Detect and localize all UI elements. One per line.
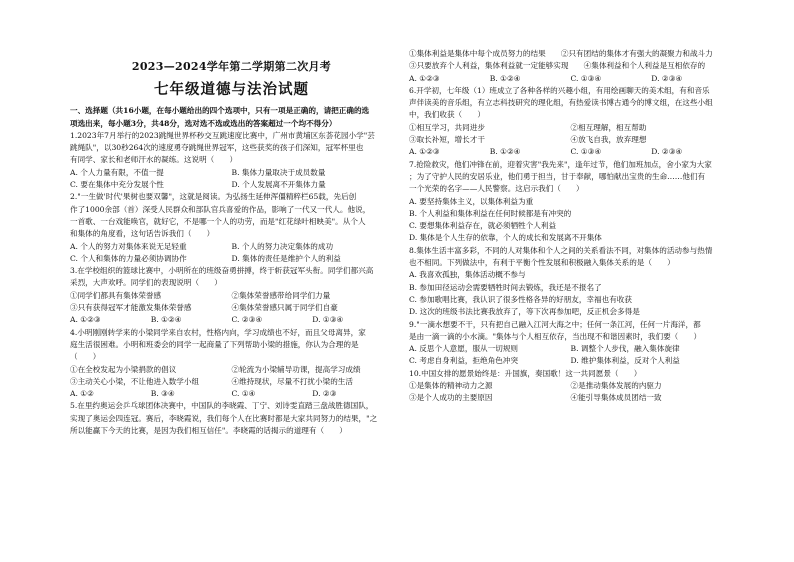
option-d: D. ②③④ xyxy=(651,147,683,157)
option-c: C. ①④ xyxy=(231,389,256,399)
left-column xyxy=(70,48,393,437)
question-4-text: 庭生活很困难。小明和班委会的同学一起商量了下列帮助小梁的措施，你认为合理的是 xyxy=(70,339,359,349)
statement-4: ④维持现状，尽量不打扰小梁的生活 xyxy=(231,376,353,386)
right-column xyxy=(409,48,732,405)
question-4-statements xyxy=(70,376,393,388)
question-3-text: 3.在学校组织的篮球比赛中，小明所在的班级奋勇拼搏，终于斩获冠军头衔。同学们都兴高 xyxy=(70,266,374,276)
exam-subtitle: 七年级道德与法治试题 xyxy=(154,80,309,98)
statement-3: ③是个人成功的主要原因 xyxy=(409,393,493,403)
statement-3: ③主动关心小梁，不让他进入数学小组 xyxy=(70,376,200,386)
question-3-statements xyxy=(70,302,393,314)
option-b: B. ③④ xyxy=(150,389,175,399)
question-5-statements: ①集体利益是集体中每个成员努力的结果 ②只有团结的集体才有强大的凝聚力和战斗力 xyxy=(409,49,713,58)
statement-2: ②是推动集体发展的内驱力 xyxy=(570,381,662,391)
question-6-answers xyxy=(409,146,732,158)
option-a: A. 个人力量有限，不值一提 xyxy=(70,167,164,177)
question-4-text: 4.小明刚刚转学来的小梁同学来自农村，性格内向，学习成绩也不好，而且父母离异，家 xyxy=(70,327,366,337)
question-9-options xyxy=(409,343,732,355)
question-10-statements xyxy=(409,392,732,404)
question-6-statements xyxy=(409,122,732,134)
question-8-text: 也不相同。下列做法中，有利于平衡个性发展和积极融入集体关系的是（ ） xyxy=(409,258,675,268)
question-2-text: 2."一生做'时代'果树也要双馨"，这就是阅读。为弘扬生延伸浑僵精粹栏65载，先后创 xyxy=(70,192,357,202)
option-d: D. 维护集体利益，反对个人利益 xyxy=(570,356,680,366)
question-3-text: 采烈，大声欢呼。同学们的表现说明（ ） xyxy=(70,278,222,288)
statement-2: ②相互理解，相互帮助 xyxy=(570,122,647,132)
question-2-text: 一首歌、一台戏能唤官，就好它，不是哪一个人的功劳，而是"红花绿叶相映美"。从个人 xyxy=(70,216,366,226)
option-a: A. ①②③ xyxy=(70,315,101,325)
question-7-text: ；为了守护人民的安居乐业，他们勇于担当，甘于奉献，哪怕献出宝贵的生命……他们有 xyxy=(409,171,706,181)
option-c: C. 要想集体利益存在，就必须牺牲个人利益 xyxy=(409,221,557,231)
question-6-text: 6.开学初，七年级（1）班成立了各种各样的兴趣小组，有用绘画聊天的美术组，有和音乐 xyxy=(409,85,710,95)
section-heading: 一、选择题（共16小题，在每小题给出的四个选项中，只有一项是正确的，请把正确的选 xyxy=(70,106,370,116)
question-9-text: 是由一滴一滴的小水滴。"集体与个人相互依存，当出现不和谐因素时，我们要（ ） xyxy=(409,331,702,341)
statement-2: ②集体荣誉感带给同学们力量 xyxy=(231,290,331,300)
question-3-answers xyxy=(70,314,393,326)
option-d: D. ①③④ xyxy=(312,315,344,325)
option-b: B. 参加田径运动会需要牺牲时间去锻炼，我还是不报名了 xyxy=(409,282,602,292)
option-c: C. 参加歌唱比赛，我认识了很多性格各异的好朋友，幸福也有收获 xyxy=(409,294,632,304)
option-d: D. ②③④ xyxy=(651,73,683,83)
option-c: C. 考虑自身利益，拒绝角色冲突 xyxy=(409,356,519,366)
question-2-options xyxy=(70,253,393,265)
question-4-text: （ ） xyxy=(70,352,101,362)
exam-title: 2023—2024学年第二学期第二次月考 xyxy=(131,60,332,73)
option-b: B. 个人利益和集体利益在任何时候都是有冲突的 xyxy=(409,208,572,218)
question-2-options xyxy=(70,241,393,253)
option-d: D. 个人发展离不开集体力量 xyxy=(231,180,326,190)
statement-1: ①相互学习，共同进步 xyxy=(409,122,485,132)
option-b: B. ①②④ xyxy=(489,73,521,83)
option-a: A. 要坚持集体主义，以集体利益为重 xyxy=(409,196,534,206)
question-5-text: 所以能赢下今天的比赛，是因为我们相互信任"。李晓霞的话揭示的道理有（ ） xyxy=(70,426,347,436)
option-b: B. ①②④ xyxy=(489,147,521,157)
question-1-text: 跳绳队"，以30秒264次的速度勇夺跳绳世界冠军，这些获奖的孩子们深知，冠军杯里也 xyxy=(70,143,364,153)
question-5-text: 5.在里约奥运会乒乓球团体决赛中，中国队的李晓霞、丁宁、刘诗雯直踏三盘战胜德国队， xyxy=(70,401,374,411)
question-2-text: 作了1000余部（首）深受人民群众和部队官兵喜爱的作品，影响了一代又一代人。他说， xyxy=(70,204,371,214)
option-b: B. ①②④ xyxy=(150,315,182,325)
question-7-text: 7.抢险救灾，他们冲锋在前，迎着灾害"我先来"，逢年过节，他们加班加点，舍小家为大家 xyxy=(409,159,712,169)
question-3-statements xyxy=(70,290,393,302)
section-instruction: 项选出来，每小题3分，共48分，选对选不选或选出的答案超过一个均不得分） xyxy=(70,118,337,128)
statement-2: ②轮流为小梁辅导功课，提高学习成绩 xyxy=(231,364,361,374)
statement-1: ①同学们都具有集体荣誉感 xyxy=(70,290,162,300)
option-b: B. 个人的努力决定集体的成功 xyxy=(231,241,334,251)
option-a: A. ①② xyxy=(70,389,94,399)
question-1-text: 有同学、家长和老师汗水的凝练。这说明（ ） xyxy=(70,155,238,165)
statement-4: ④放飞自我，放弃理想 xyxy=(570,135,647,145)
question-1-options xyxy=(70,167,393,179)
question-5-text: 实现了奥运会四连冠。赛后，李晓霞说，我们每个人在比赛时都是大家共同努力的结果，"之 xyxy=(70,413,378,423)
option-c: C. ①③④ xyxy=(570,73,602,83)
option-b: B. 调整个人步伐，融入集体旋律 xyxy=(570,344,680,354)
statement-4: ④集体荣誉感只属于同学们自豪 xyxy=(231,303,338,313)
option-c: C. 个人和集体的力量必须协调协作 xyxy=(70,253,187,263)
question-9-options xyxy=(409,355,732,367)
option-a: A. ①②③ xyxy=(409,73,440,83)
option-a: A. ①②③ xyxy=(409,147,440,157)
question-2-text: 和集体的角度看，这句话告诉我们（ ） xyxy=(70,229,215,239)
statement-3: ③取长补短，增长才干 xyxy=(409,135,485,145)
statement-4: ④能引导集体成员团结一致 xyxy=(570,393,662,403)
question-1-text: 1.2023年7月举行的2023跳绳世界杯秒交互跳速度比赛中，广州市黄埔区东荟花园小学"芸 xyxy=(70,130,375,140)
option-c: C. 要在集体中充分发展个性 xyxy=(70,180,164,190)
question-7-text: 一个光荣的名字——人民警察。这启示我们（ ） xyxy=(409,184,584,194)
statement-3: ③只有获得冠军才能激发集体荣誉感 xyxy=(70,303,192,313)
question-4-answers xyxy=(70,388,393,400)
option-a: A. 反思个人意愿，服从一切规则 xyxy=(409,344,519,354)
option-c: C. ②③④ xyxy=(231,315,263,325)
question-4-statements xyxy=(70,364,393,376)
question-5-answers xyxy=(409,73,732,85)
question-1-options xyxy=(70,179,393,191)
question-6-text: 声伴读美的音乐组，有立志科技研究的理化组，有热爱读书博古通今的博文组，在这些小组 xyxy=(409,98,713,108)
question-10-statements xyxy=(409,380,732,392)
question-5-statements: ③只要放弃个人利益，集体利益就一定能够实现 ④集体利益和个人利益是互相依存的 xyxy=(409,61,706,71)
statement-1: ①在全校发起为小梁捐款的倡议 xyxy=(70,364,177,374)
option-d: D. 这次的班级书法比赛我放弃了，等下次再参加吧，反正机会多得是 xyxy=(409,307,640,317)
question-10-text: 10.中国女排的愿景始终是：升国旗，奏国歌！这一共同愿景（ ） xyxy=(409,368,642,378)
option-d: D. 集体是个人生存的依靠，个人的成长和发展离不开集体 xyxy=(409,233,602,243)
question-9-text: 9."一滴水想要不干，只有把自己融入江河大海之中；任何一条江河，任何一片海洋，都 xyxy=(409,319,701,329)
option-c: C. ①③④ xyxy=(570,147,602,157)
option-d: D. ②③ xyxy=(312,389,337,399)
option-a: A. 个人的努力对集体来说无足轻重 xyxy=(70,241,187,251)
option-d: D. 集体的责任是维护个人的利益 xyxy=(231,253,341,263)
option-b: B. 集体力量取决于成员数量 xyxy=(231,167,326,177)
option-a: A. 我喜欢孤独，集体活动概不参与 xyxy=(409,270,526,280)
question-6-text: 中，我们收获（ ） xyxy=(409,110,485,120)
question-6-statements xyxy=(409,134,732,146)
question-8-text: 8.集体生活丰富多彩，不同的人对集体和个人之间的关系看法不同，对集体的活动参与热情 xyxy=(409,245,713,255)
statement-1: ①是集体的精神动力之源 xyxy=(409,381,493,391)
